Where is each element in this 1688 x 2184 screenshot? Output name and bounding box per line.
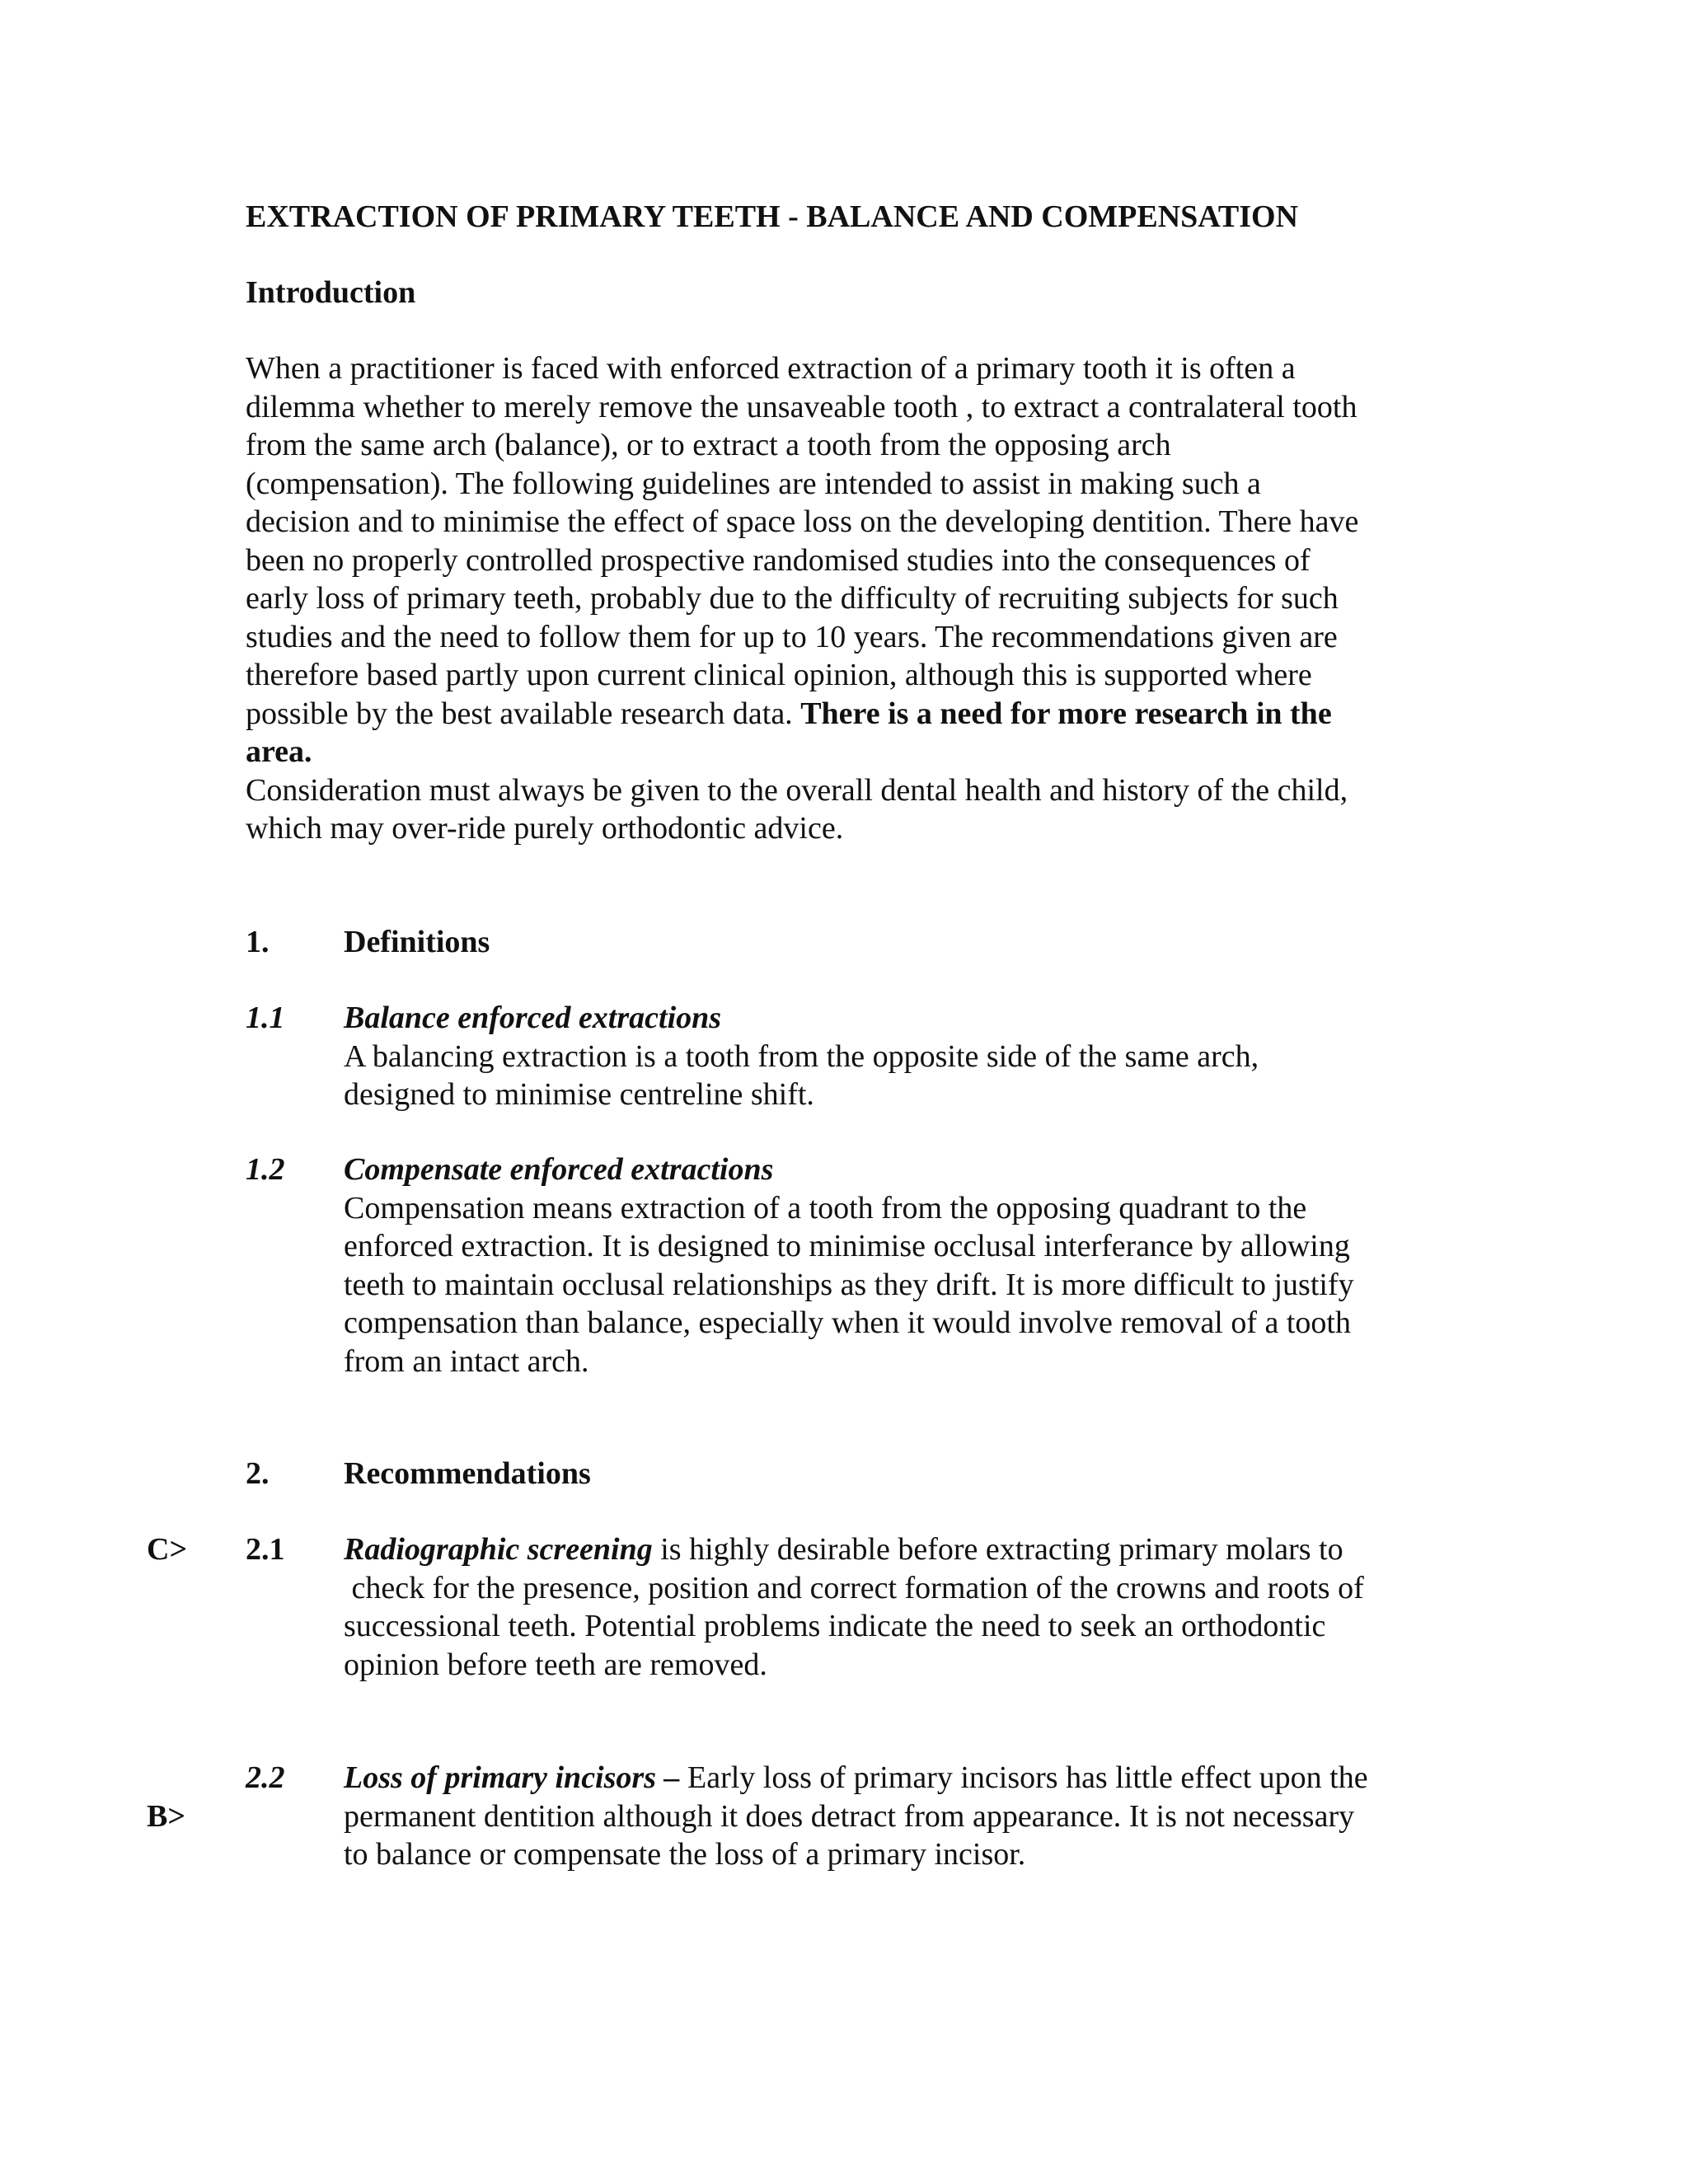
item-number: 1.2 [246, 1152, 285, 1187]
intro-line-mixed [246, 695, 1449, 733]
item-body [344, 999, 1456, 1114]
item-title: Balance enforced extractions [344, 1001, 722, 1035]
intro-line: (compensation). The following guidelines are intended to assist in making such a [246, 466, 1261, 501]
intro-line: early loss of primary teeth, probably due to the difficulty of recruiting subjects for such [246, 581, 1339, 616]
item-first-line [344, 1759, 1456, 1797]
item-body [344, 1151, 1456, 1380]
item-line: opinion before teeth are removed. [344, 1647, 767, 1682]
intro-line: from the same arch (balance), or to extract a tooth from the opposing arch [246, 428, 1171, 462]
consideration-line: which may over-ride purely orthodontic advice. [246, 811, 844, 846]
intro-last-plain: possible by the best available research data. [246, 696, 801, 731]
item-line: compensation than balance, especially when it would involve removal of a tooth [344, 1305, 1351, 1340]
document-title: EXTRACTION OF PRIMARY TEETH - BALANCE AND COMPENSATION [246, 199, 1299, 234]
item-line: check for the presence, position and correct formation of the crowns and roots of [344, 1570, 1364, 1605]
item-line: teeth to maintain occlusal relationships as they drift. It is more difficult to justify [344, 1267, 1354, 1302]
item-line: A balancing extraction is a tooth from the opposite side of the same arch, [344, 1038, 1259, 1074]
evidence-grade: B> [147, 1798, 185, 1834]
item-number: 2.2 [246, 1760, 285, 1795]
intro-line: studies and the need to follow them for up to 10 years. The recommendations given are [246, 619, 1338, 654]
section-1-heading: Definitions [344, 925, 490, 959]
item-first-line [344, 1530, 1456, 1569]
intro-line: dilemma whether to merely remove the unsaveable tooth , to extract a contralateral tooth [246, 389, 1357, 424]
item-body [344, 1759, 1456, 1874]
item-number: 2.1 [246, 1532, 285, 1567]
item-first-line-rest: Early loss of primary incisors has little effect upon the [679, 1760, 1368, 1795]
intro-line: therefore based partly upon current clinical opinion, although this is supported where [246, 658, 1312, 692]
item-line: Compensation means extraction of a tooth from the opposing quadrant to the [344, 1190, 1307, 1226]
item-first-line-rest: is highly desirable before extracting primary molars to [652, 1532, 1343, 1567]
item-title: Loss of primary incisors – [344, 1760, 680, 1795]
section-2-heading: Recommendations [344, 1456, 591, 1491]
research-need-emphasis: There is a need for more research in the [800, 696, 1332, 731]
section-2-number: 2. [246, 1456, 270, 1491]
intro-line: When a practitioner is faced with enforced extraction of a primary tooth it is often a [246, 351, 1296, 386]
item-number: 1.1 [246, 1001, 285, 1035]
evidence-grade: C> [147, 1532, 188, 1567]
item-title: Compensate enforced extractions [344, 1152, 774, 1187]
item-line: enforced extraction. It is designed to minimise occlusal interferance by allowing [344, 1229, 1350, 1263]
intro-line: been no properly controlled prospective randomised studies into the consequences of [246, 542, 1311, 578]
item-line: permanent dentition although it does detract from appearance. It is not necessary [344, 1798, 1355, 1834]
item-body [344, 1530, 1456, 1684]
introduction-heading: Introduction [246, 275, 416, 310]
item-line: to balance or compensate the loss of a primary incisor. [344, 1837, 1026, 1872]
item-line: successional teeth. Potential problems indicate the need to seek an orthodontic [344, 1609, 1326, 1643]
research-need-continuation: area. [246, 734, 312, 769]
item-line: designed to minimise centreline shift. [344, 1077, 814, 1112]
item-line: from an intact arch. [344, 1343, 589, 1379]
intro-line: decision and to minimise the effect of space loss on the developing dentition. There have [246, 504, 1359, 539]
introduction-paragraph [246, 349, 1449, 848]
item-title: Radiographic screening [344, 1532, 653, 1567]
consideration-line: Consideration must always be given to the overall dental health and history of the child, [246, 772, 1348, 808]
section-1-number: 1. [246, 925, 270, 959]
